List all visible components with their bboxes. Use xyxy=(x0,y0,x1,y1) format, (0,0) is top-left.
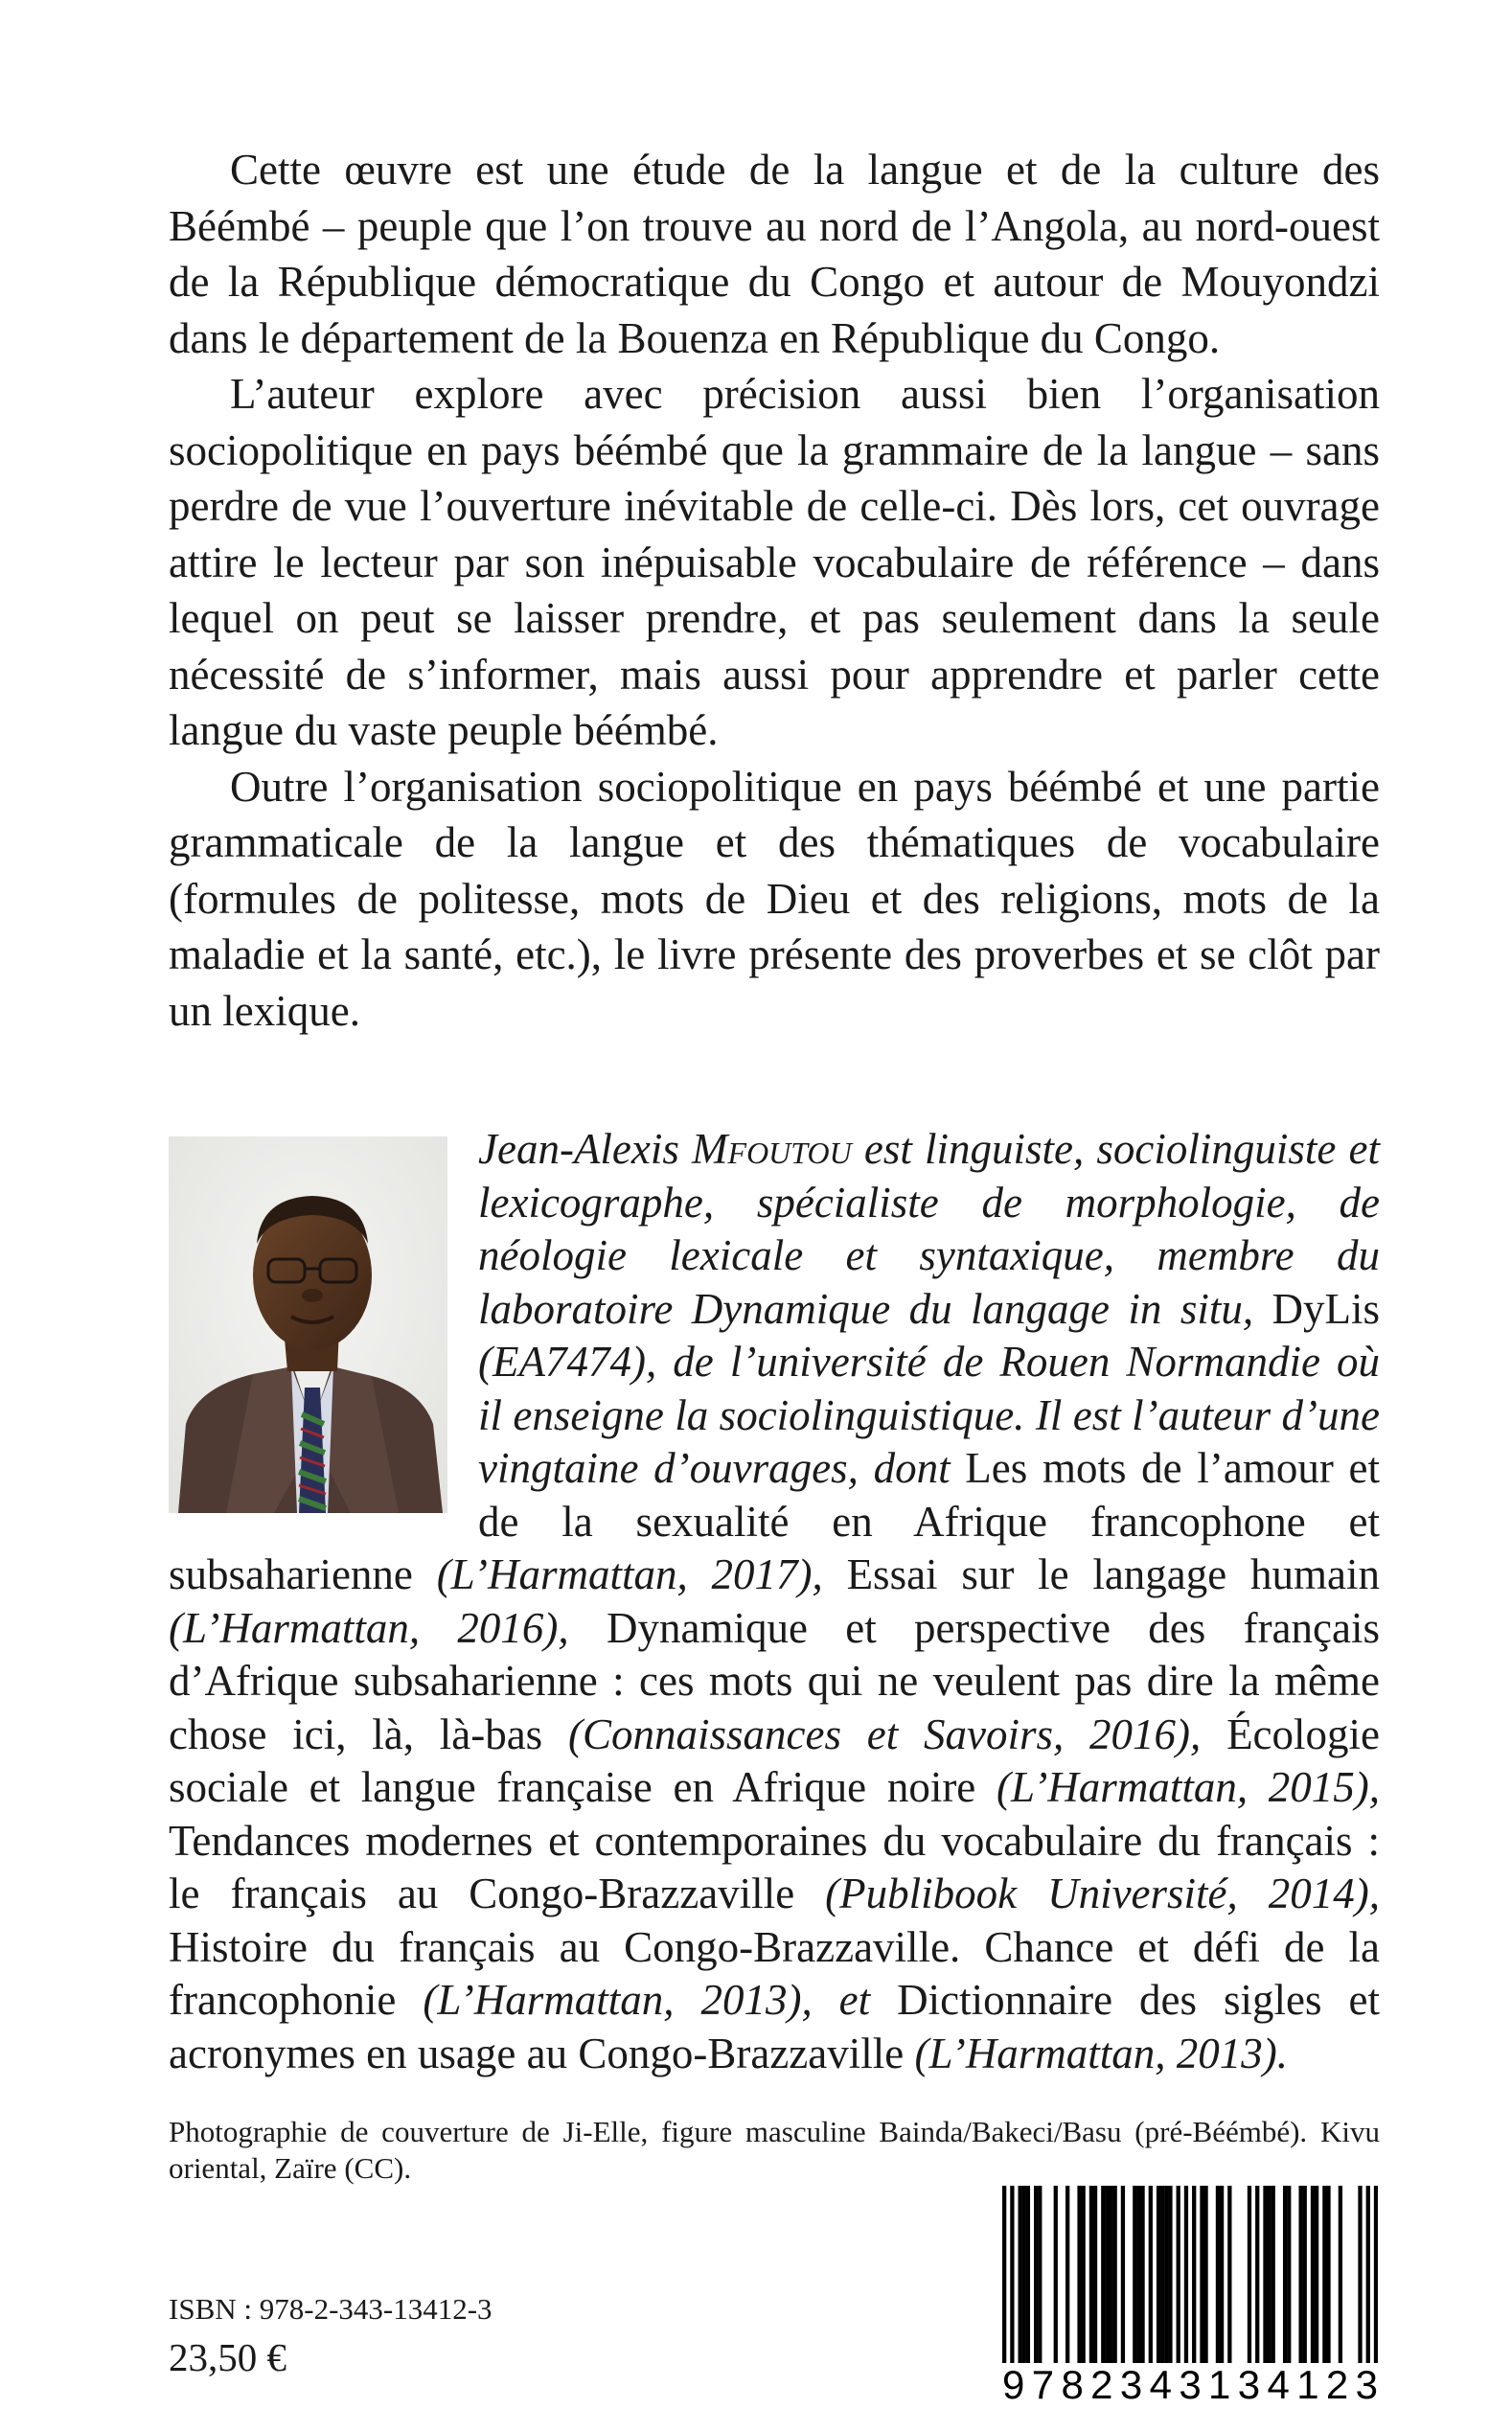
author-firstname: Jean-Alexis xyxy=(478,1125,693,1173)
bio-text: est linguiste, sociolinguiste et lexicographe, spécialiste de morphologie, de néologie lexicale et syntaxique, membre du laboratoire Dynamique du langage in situ, xyxy=(478,1125,1380,1333)
barcode-bar xyxy=(1287,2186,1291,2363)
barcode-bar xyxy=(1054,2186,1058,2363)
author-photo xyxy=(169,1136,447,1513)
book-publisher: (Publibook Université, 2014), xyxy=(825,1870,1380,1917)
barcode xyxy=(1002,2186,1378,2409)
barcode-bar xyxy=(1339,2186,1342,2363)
barcode-bar xyxy=(1220,2186,1224,2363)
barcode-digit: 9 xyxy=(1002,2362,1025,2407)
barcode-bar xyxy=(1177,2186,1180,2363)
barcode-bar xyxy=(1322,2186,1326,2363)
barcode-bar xyxy=(1140,2186,1144,2363)
barcode-bar xyxy=(1168,2186,1172,2363)
book-publisher: (L’Harmattan, 2013), et xyxy=(423,1976,898,2024)
barcode-digit: 1 xyxy=(1296,2362,1319,2407)
author-surname: Mfoutou xyxy=(692,1125,852,1173)
isbn: ISBN : 978-2-343-13412-3 xyxy=(169,2292,493,2326)
barcode-bar xyxy=(1358,2186,1362,2363)
book-summary xyxy=(169,142,1380,1039)
barcode-bar xyxy=(1019,2186,1022,2363)
barcode-bar xyxy=(1227,2186,1231,2363)
barcode-bar xyxy=(1192,2186,1196,2363)
barcode-bar xyxy=(1113,2186,1117,2363)
book-title: Les mots de l’amour et de la sexualité en Afrique francophone et subsaharienne xyxy=(169,1444,1380,1598)
barcode-bar xyxy=(1109,2186,1112,2363)
barcode-bar xyxy=(1303,2186,1307,2363)
book-publisher: (L’Harmattan, 2016), xyxy=(169,1603,607,1652)
barcode-digit: 1 xyxy=(1208,2362,1231,2407)
barcode-bar xyxy=(1022,2186,1026,2363)
barcode-bar xyxy=(1267,2186,1271,2363)
barcode-digit: 3 xyxy=(1355,2362,1378,2407)
barcode-digit: 4 xyxy=(1149,2362,1172,2407)
barcode-bar xyxy=(1283,2186,1287,2363)
barcode-digit: 4 xyxy=(1267,2362,1290,2407)
summary-paragraph: L’auteur explore avec précision aussi bien l’organisation sociopolitique en pays béémbé que la grammaire de la langue – sans perdre de vue l’ouverture inévitable de celle-ci. Dès lors, cet ouvrage attire le lecteur par son inépuisable vocabulaire de référence – dans lequel on peut se laisser prendre, et pas seulement dans la seule nécessité de s’informer, mais aussi pour apprendre et parler cette langue du vaste peuple béémbé. xyxy=(169,370,1380,754)
book-publisher: (L’Harmattan, 2015), xyxy=(996,1763,1381,1811)
barcode-bar xyxy=(1136,2186,1140,2363)
barcode-digit: 7 xyxy=(1031,2362,1055,2407)
barcode-bar xyxy=(1271,2186,1275,2363)
barcode-bar xyxy=(1157,2186,1160,2363)
barcode-bar xyxy=(1315,2186,1318,2363)
barcode-bars xyxy=(1002,2186,1378,2363)
book-publisher: (L’Harmattan, 2017), xyxy=(436,1550,847,1598)
barcode-digit: 2 xyxy=(1090,2362,1113,2407)
barcode-bar xyxy=(1034,2186,1038,2363)
author-section xyxy=(169,1123,1380,2080)
book-title: Dictionnaire des sigles et acronymes en usage au Congo-Brazzaville xyxy=(169,1976,1380,2077)
barcode-bar xyxy=(1089,2186,1093,2363)
barcode-digit: 3 xyxy=(1237,2362,1261,2407)
barcode-bar xyxy=(1311,2186,1315,2363)
book-title: Histoire du français au Congo-Brazzaville. Chance et défi de la francophonie xyxy=(169,1922,1380,2024)
barcode-bar xyxy=(1184,2186,1188,2363)
book-title: Écologie sociale et langue française en Afrique noire xyxy=(169,1709,1381,1811)
book-title: Essai sur le langage humain xyxy=(846,1550,1381,1598)
book-title: Tendances modernes et contemporaines du vocabulaire du français : le français au Congo-Brazzaville xyxy=(169,1816,1380,1917)
barcode-bar xyxy=(1026,2186,1030,2363)
barcode-bar xyxy=(1160,2186,1164,2363)
summary-paragraph: Cette œuvre est une étude de la langue et de la culture des Béémbé – peuple que l’on trouve au nord de l’Angola, au nord-ouest de la République démocratique du Congo et autour de Mouyondzi dans le département de la Bouenza en République du Congo. xyxy=(169,146,1380,362)
barcode-bar xyxy=(1002,2186,1006,2363)
barcode-digit: 8 xyxy=(1061,2362,1084,2407)
barcode-bar xyxy=(1105,2186,1109,2363)
bio-text: DyLis xyxy=(1271,1284,1380,1333)
barcode-bar xyxy=(1133,2186,1136,2363)
barcode-bar xyxy=(1065,2186,1069,2363)
price: 23,50 € xyxy=(169,2335,286,2379)
barcode-bar xyxy=(1038,2186,1042,2363)
photo-credits: Photographie de couverture de Ji-Elle, figure masculine Bainda/Bakeci/Basu (pré-Béémbé). Kivu oriental, Zaïre (CC). xyxy=(169,2115,1380,2185)
barcode-bar xyxy=(1298,2186,1302,2363)
barcode-bar xyxy=(1216,2186,1220,2363)
barcode-bar xyxy=(1101,2186,1105,2363)
barcode-bar xyxy=(1255,2186,1259,2363)
barcode-bar xyxy=(1200,2186,1203,2363)
barcode-digit: 2 xyxy=(1325,2362,1349,2407)
barcode-bar xyxy=(1263,2186,1267,2363)
book-publisher: (Connaissances et Savoirs, 2016), xyxy=(567,1709,1227,1758)
barcode-bar xyxy=(1010,2186,1014,2363)
barcode-bar xyxy=(1366,2186,1370,2363)
barcode-bar xyxy=(1093,2186,1097,2363)
barcode-bar xyxy=(1248,2186,1251,2363)
barcode-digits xyxy=(1002,2364,1378,2406)
summary-paragraph: Outre l’organisation sociopolitique en pays béémbé et une partie grammaticale de la langue et des thématiques de vocabulaire (formules de politesse, mots de Dieu et des religions, mots de la maladie et la santé, etc.), le livre présente des proverbes et se clôt par un lexique. xyxy=(169,762,1380,1035)
barcode-digit: 3 xyxy=(1119,2362,1143,2407)
barcode-digit: 3 xyxy=(1179,2362,1202,2407)
barcode-bar xyxy=(1082,2186,1086,2363)
barcode-bar xyxy=(1164,2186,1168,2363)
book-publisher: (L’Harmattan, 2013). xyxy=(914,2029,1289,2077)
barcode-bar xyxy=(1077,2186,1081,2363)
barcode-bar xyxy=(1326,2186,1330,2363)
barcode-bar xyxy=(1374,2186,1378,2363)
book-title: Dynamique et perspective des français d’Afrique subsaharienne : ces mots qui ne veulent pas dire la même chose ici, là, là-bas xyxy=(169,1603,1380,1758)
barcode-bar xyxy=(1149,2186,1153,2363)
barcode-bar xyxy=(1121,2186,1125,2363)
bio-text: (EA7474), de l’université de Rouen Normandie où il enseigne la sociolinguistique. Il est l’auteur d’une vingtaine d’ouvrages, dont xyxy=(478,1338,1380,1492)
barcode-bar xyxy=(1203,2186,1207,2363)
